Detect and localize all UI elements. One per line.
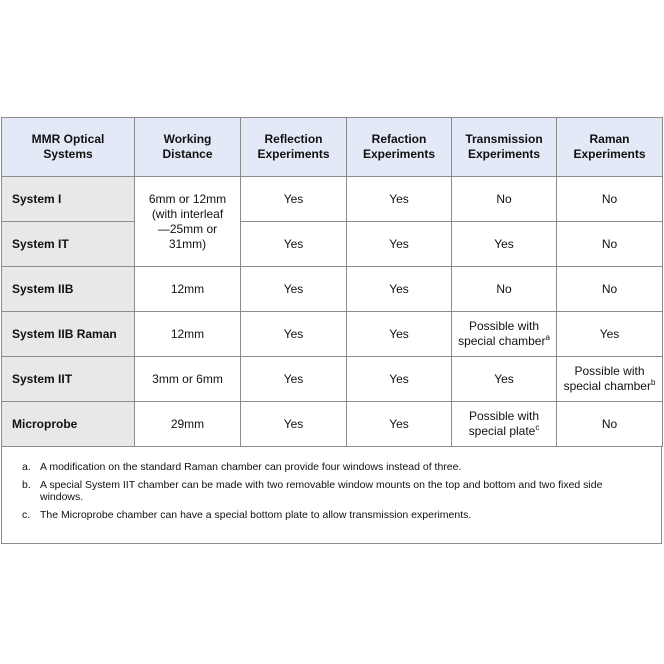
working-distance: 3mm or 6mm (135, 357, 241, 402)
transmission-value (452, 222, 557, 267)
raman-text: Possible with special chamber (563, 364, 651, 393)
header-working-distance: Working Distance (135, 118, 241, 177)
raman-value (557, 402, 663, 447)
reflection-value: Yes (241, 357, 347, 402)
raman-value (557, 222, 663, 267)
optical-systems-table-container (1, 117, 662, 544)
system-name: System IIB (2, 267, 135, 312)
transmission-text: No (496, 281, 512, 296)
footnote-ref-b[interactable]: b (650, 378, 656, 387)
table-row (2, 267, 663, 312)
system-name: Microprobe (2, 402, 135, 447)
working-distance: 29mm (135, 402, 241, 447)
footnote-text: A special System IIT chamber can be made with two removable window mounts on the top and bottom and two fixed side windows. (40, 479, 603, 503)
transmission-value (452, 267, 557, 312)
refaction-value: Yes (347, 222, 452, 267)
transmission-value (452, 312, 557, 357)
working-distance: 6mm or 12mm (with interleaf—25mm or 31mm) (135, 177, 241, 267)
raman-value (557, 177, 663, 222)
table-row (2, 312, 663, 357)
footnote-c (22, 509, 641, 521)
footnotes (1, 447, 662, 544)
table-row (2, 402, 663, 447)
reflection-value: Yes (241, 312, 347, 357)
refaction-value: Yes (347, 402, 452, 447)
header-refaction: Refaction Experiments (347, 118, 452, 177)
raman-text: Yes (599, 326, 620, 341)
footnote-ref-a[interactable]: a (545, 333, 550, 342)
footnote-text: The Microprobe chamber can have a special bottom plate to allow transmission experiments. (40, 509, 472, 521)
working-distance: 12mm (135, 267, 241, 312)
working-distance: 12mm (135, 312, 241, 357)
raman-text: No (601, 236, 618, 251)
transmission-value (452, 357, 557, 402)
header-row (2, 118, 663, 177)
footnote-label: c. (22, 509, 31, 521)
refaction-value: Yes (347, 267, 452, 312)
system-name: System I (2, 177, 135, 222)
transmission-value (452, 177, 557, 222)
transmission-text: No (496, 191, 512, 206)
footnote-a (22, 461, 641, 473)
system-name: System IIB Raman (2, 312, 135, 357)
transmission-text: Possible with special chamber (458, 319, 546, 348)
raman-value (557, 267, 663, 312)
system-name: System IIT (2, 357, 135, 402)
header-raman: Raman Experiments (557, 118, 663, 177)
raman-value (557, 312, 663, 357)
reflection-value: Yes (241, 177, 347, 222)
transmission-text: Yes (494, 236, 514, 251)
transmission-text: Yes (494, 371, 514, 386)
raman-text: No (601, 191, 618, 206)
raman-text: No (601, 281, 618, 296)
header-reflection: Reflection Experiments (241, 118, 347, 177)
reflection-value: Yes (241, 222, 347, 267)
footnote-label: a. (22, 461, 31, 473)
table-row (2, 222, 663, 267)
transmission-text: Possible with special plate (468, 409, 540, 438)
refaction-value: Yes (347, 312, 452, 357)
optical-systems-table (1, 117, 663, 447)
system-name: System IT (2, 222, 135, 267)
header-transmission: Transmission Experiments (452, 118, 557, 177)
raman-value (557, 357, 663, 402)
footnote-label: b. (22, 479, 31, 491)
footnote-ref-c[interactable]: c (535, 423, 540, 432)
refaction-value: Yes (347, 177, 452, 222)
table-row (2, 357, 663, 402)
refaction-value: Yes (347, 357, 452, 402)
transmission-value (452, 402, 557, 447)
raman-text: No (601, 416, 618, 431)
reflection-value: Yes (241, 402, 347, 447)
header-systems: MMR Optical Systems (2, 118, 135, 177)
reflection-value: Yes (241, 267, 347, 312)
footnote-b (22, 479, 641, 503)
footnote-text: A modification on the standard Raman chamber can provide four windows instead of three. (40, 461, 462, 473)
table-row (2, 177, 663, 222)
